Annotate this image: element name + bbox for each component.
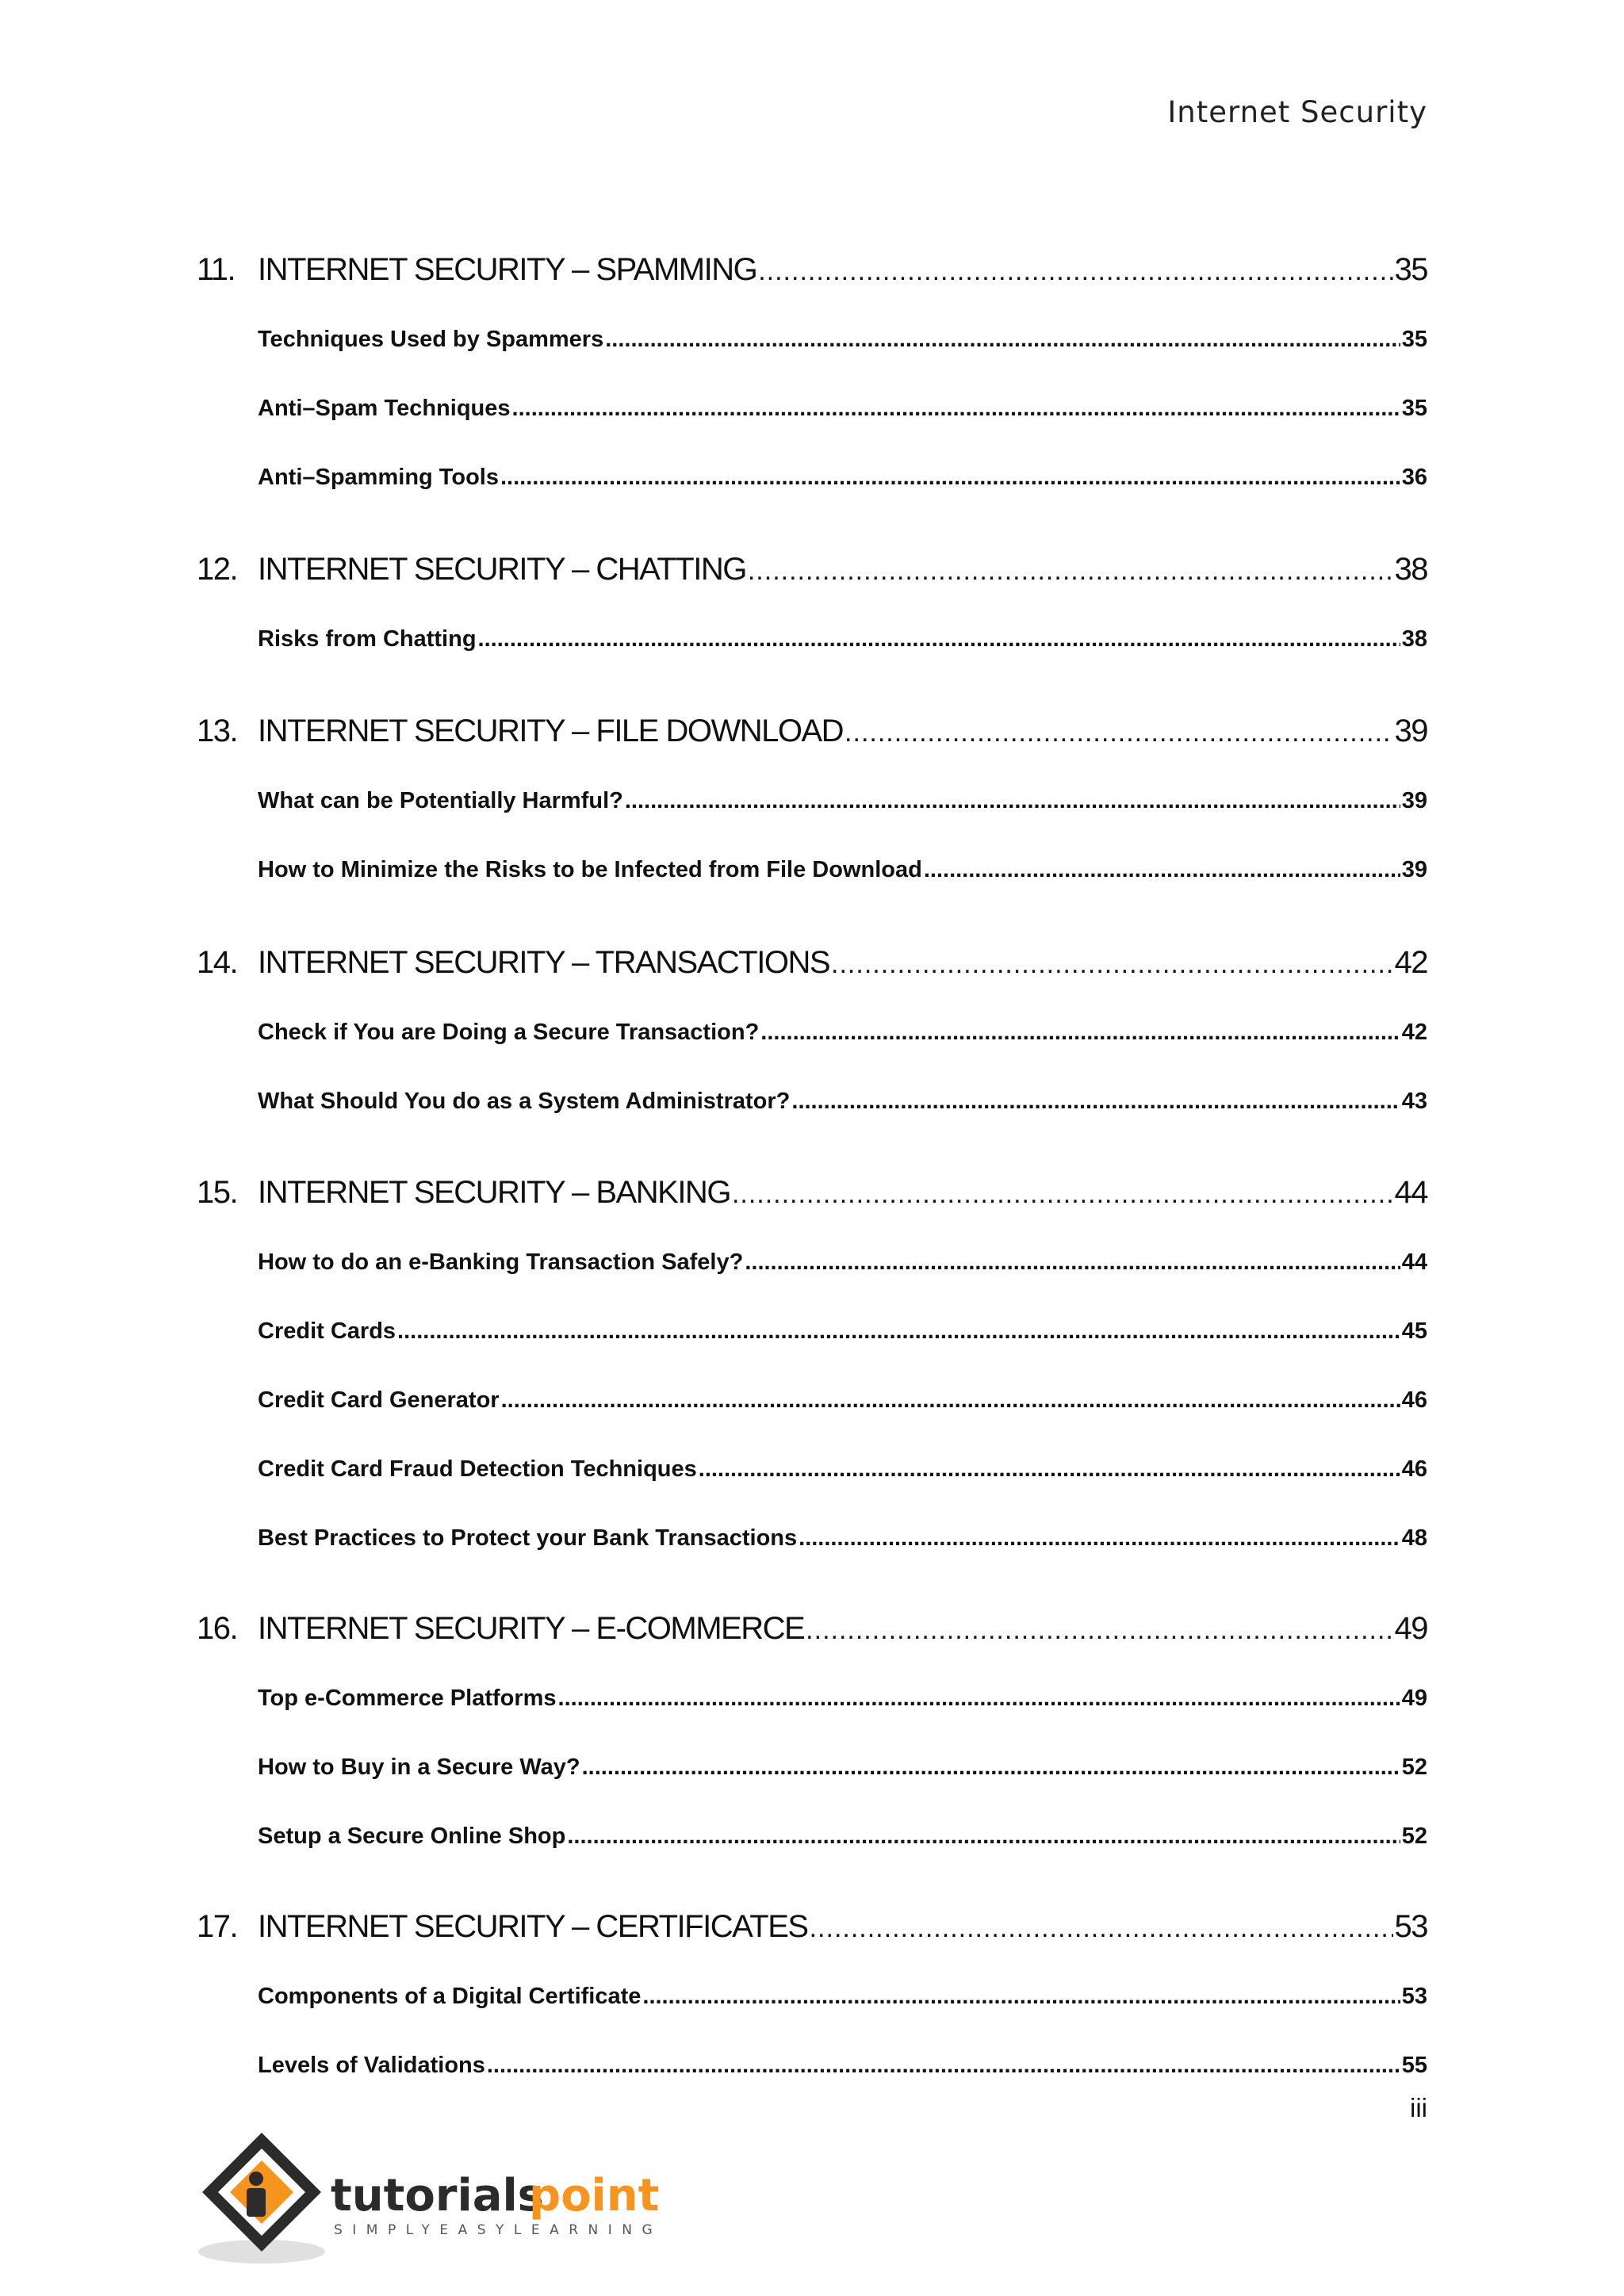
dot-leader	[605, 327, 1400, 353]
section-page-number: 35	[1401, 396, 1427, 421]
section-title: Anti–Spam Techniques	[258, 396, 511, 421]
chapter-number: 14.	[197, 945, 238, 980]
section-title: Top e-Commerce Platforms	[258, 1686, 557, 1711]
dot-leader	[567, 1823, 1400, 1850]
tutorialspoint-logo	[194, 2125, 670, 2283]
dot-leader	[478, 626, 1400, 652]
toc-chapter-entry[interactable]	[197, 714, 1427, 749]
toc-section-entry[interactable]	[258, 1686, 1427, 1712]
dot-leader	[924, 857, 1400, 883]
dot-leader	[487, 2053, 1400, 2079]
section-page-number: 39	[1401, 857, 1427, 882]
dot-leader	[500, 465, 1400, 491]
chapter-page-number: 49	[1394, 1611, 1427, 1646]
chapter-title: INTERNET SECURITY – CHATTING	[258, 552, 746, 587]
dot-leader	[806, 1615, 1392, 1646]
toc-chapter-entry[interactable]	[197, 945, 1427, 981]
toc-section-entry[interactable]	[258, 1318, 1427, 1345]
dot-leader	[831, 949, 1392, 980]
toc-section-entry[interactable]	[258, 1456, 1427, 1483]
toc-section-entry[interactable]	[258, 1089, 1427, 1115]
chapter-number: 16.	[197, 1611, 238, 1646]
dot-leader	[748, 556, 1393, 587]
dot-leader	[791, 1089, 1400, 1115]
section-title: Setup a Secure Online Shop	[258, 1823, 566, 1849]
section-page-number: 52	[1401, 1755, 1427, 1780]
section-title: Levels of Validations	[258, 2053, 485, 2078]
section-title: What Should You do as a System Administrator?	[258, 1089, 791, 1114]
section-title: Anti–Spamming Tools	[258, 465, 499, 490]
toc-chapter-entry[interactable]	[197, 1175, 1427, 1211]
section-title: What can be Potentially Harmful?	[258, 788, 623, 813]
section-title: How to Buy in a Secure Way?	[258, 1755, 580, 1780]
chapter-number: 13.	[197, 714, 238, 748]
toc-section-entry[interactable]	[258, 396, 1427, 422]
dot-leader	[699, 1456, 1400, 1483]
svg-text:SIMPLYEASYLEARNING: SIMPLYEASYLEARNING	[334, 2222, 663, 2238]
svg-text:point: point	[529, 2170, 660, 2221]
toc-chapter-entry[interactable]	[197, 252, 1427, 288]
toc-section-entry[interactable]	[258, 1823, 1427, 1850]
chapter-title: INTERNET SECURITY – CERTIFICATES	[258, 1909, 808, 1944]
svg-text:tutorials: tutorials	[331, 2170, 545, 2221]
chapter-page-number: 38	[1394, 552, 1427, 587]
chapter-page-number: 44	[1394, 1175, 1427, 1210]
section-page-number: 53	[1401, 1984, 1427, 2009]
toc-section-entry[interactable]	[258, 1249, 1427, 1276]
toc-chapter-entry[interactable]	[197, 552, 1427, 587]
dot-leader	[501, 1387, 1400, 1414]
toc-section-entry[interactable]	[258, 1387, 1427, 1414]
chapter-page-number: 53	[1394, 1909, 1427, 1944]
chapter-title: INTERNET SECURITY – FILE DOWNLOAD	[258, 714, 844, 748]
dot-leader	[558, 1686, 1400, 1712]
toc-section-entry[interactable]	[258, 465, 1427, 491]
dot-leader	[799, 1525, 1400, 1552]
toc-section-entry[interactable]	[258, 327, 1427, 353]
toc-section-entry[interactable]	[258, 2053, 1427, 2079]
dot-leader	[758, 256, 1392, 287]
section-page-number: 46	[1401, 1387, 1427, 1413]
section-page-number: 43	[1401, 1089, 1427, 1114]
running-header: Internet Security	[1167, 95, 1427, 129]
toc-chapter-entry[interactable]	[197, 1909, 1427, 1945]
dot-leader	[582, 1755, 1400, 1781]
chapter-number: 15.	[197, 1175, 238, 1210]
section-page-number: 44	[1401, 1249, 1427, 1275]
dot-leader	[512, 396, 1400, 422]
toc-section-entry[interactable]	[258, 1020, 1427, 1046]
section-title: Techniques Used by Spammers	[258, 327, 604, 352]
dot-leader	[642, 1984, 1400, 2010]
section-page-number: 55	[1401, 2053, 1427, 2078]
toc-section-entry[interactable]	[258, 1984, 1427, 2010]
chapter-title: INTERNET SECURITY – SPAMMING	[258, 252, 757, 287]
chapter-number: 11.	[197, 252, 236, 287]
section-title: Check if You are Doing a Secure Transaction?	[258, 1020, 760, 1045]
section-page-number: 39	[1401, 788, 1427, 813]
section-title: Credit Card Fraud Detection Techniques	[258, 1456, 697, 1482]
section-page-number: 36	[1401, 465, 1427, 490]
chapter-number: 12.	[197, 552, 238, 587]
chapter-page-number: 42	[1394, 945, 1427, 980]
dot-leader	[810, 1913, 1393, 1944]
page-number: iii	[1410, 2093, 1427, 2122]
section-title: Best Practices to Protect your Bank Transactions	[258, 1525, 798, 1551]
section-title: Credit Card Generator	[258, 1387, 500, 1413]
section-page-number: 35	[1401, 327, 1427, 352]
toc-section-entry[interactable]	[258, 1525, 1427, 1552]
toc-section-entry[interactable]	[258, 1755, 1427, 1781]
section-page-number: 48	[1401, 1525, 1427, 1551]
chapter-number: 17.	[197, 1909, 238, 1944]
section-title: Credit Cards	[258, 1318, 396, 1344]
chapter-page-number: 39	[1394, 714, 1427, 748]
section-title: How to do an e-Banking Transaction Safely?	[258, 1249, 744, 1275]
toc-section-entry[interactable]	[258, 788, 1427, 814]
chapter-title: INTERNET SECURITY – TRANSACTIONS	[258, 945, 830, 980]
section-page-number: 42	[1401, 1020, 1427, 1045]
chapter-title: INTERNET SECURITY – E-COMMERCE	[258, 1611, 805, 1646]
dot-leader	[397, 1318, 1400, 1345]
section-title: Components of a Digital Certificate	[258, 1984, 642, 2009]
toc-section-entry[interactable]	[258, 857, 1427, 883]
section-page-number: 49	[1401, 1686, 1427, 1711]
chapter-page-number: 35	[1394, 252, 1427, 287]
section-page-number: 46	[1401, 1456, 1427, 1482]
dot-leader	[745, 1249, 1400, 1276]
section-page-number: 52	[1401, 1823, 1427, 1849]
dot-leader	[760, 1020, 1400, 1046]
section-page-number: 38	[1401, 626, 1427, 652]
dot-leader	[845, 718, 1392, 748]
section-title: Risks from Chatting	[258, 626, 477, 652]
toc-chapter-entry[interactable]	[197, 1611, 1427, 1647]
toc-section-entry[interactable]	[258, 626, 1427, 652]
dot-leader	[732, 1179, 1393, 1210]
section-page-number: 45	[1401, 1318, 1427, 1344]
section-title: How to Minimize the Risks to be Infected from File Download	[258, 857, 922, 882]
chapter-title: INTERNET SECURITY – BANKING	[258, 1175, 730, 1210]
dot-leader	[625, 788, 1400, 814]
